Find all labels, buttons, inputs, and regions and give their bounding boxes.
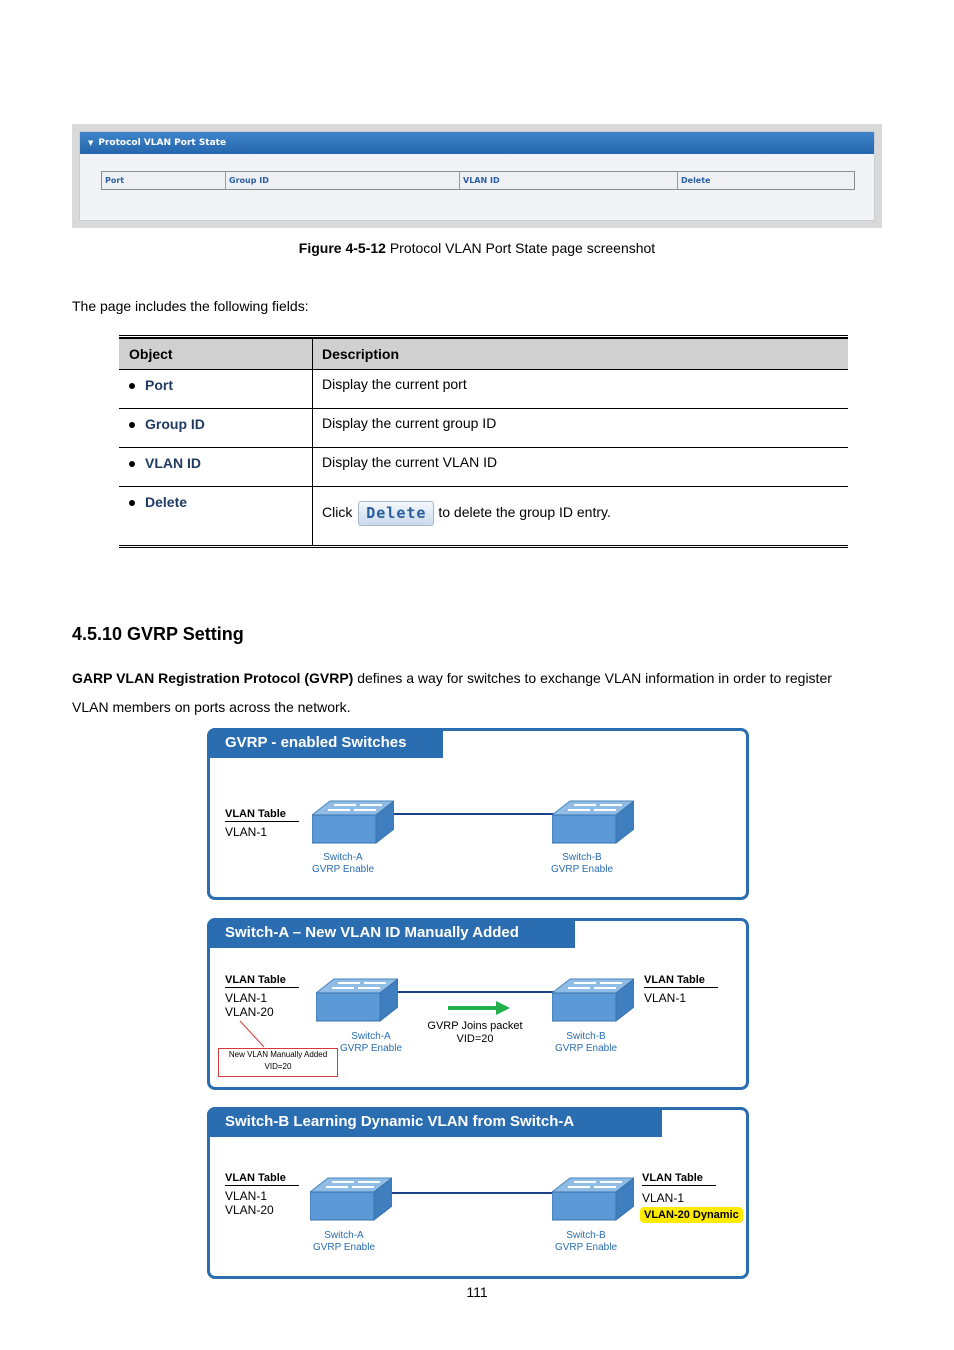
table-row [119, 487, 848, 545]
object-group-id: Group ID [145, 416, 205, 432]
vlan-entry: VLAN-1 [225, 825, 268, 839]
switch-a-label [299, 1230, 389, 1254]
switch-b-icon [552, 1176, 634, 1222]
column-vlan-id: VLAN ID [460, 172, 678, 189]
switch-a-label [326, 1031, 416, 1055]
vlan-entry: VLAN-1 [225, 1189, 268, 1203]
header-description: Description [322, 346, 400, 362]
switch-b-icon [552, 799, 634, 845]
bullet-icon [129, 461, 135, 467]
vlan-table-heading: VLAN Table [225, 808, 299, 822]
switch-a-label [298, 852, 388, 876]
figure-label: Figure 4-5-12 [298, 240, 386, 256]
page-number: 111 [466, 1284, 488, 1300]
protocol-vlan-port-state-screenshot [72, 124, 882, 228]
callout-pointer [238, 1019, 268, 1049]
bullet-icon [129, 500, 135, 506]
switch-link [390, 813, 560, 815]
switch-b-icon [552, 977, 634, 1023]
switch-a-icon [312, 799, 394, 845]
object-vlan-id: VLAN ID [145, 455, 201, 471]
vlan-table-heading: VLAN Table [642, 1172, 716, 1186]
section-heading: 4.5.10 GVRP Setting [72, 624, 244, 644]
panel-2-title: Switch-A – New VLAN ID Manually Added [207, 918, 575, 948]
port-state-table-header [101, 171, 855, 190]
switch-status: GVRP Enable [339, 1043, 403, 1054]
object-delete: Delete [145, 494, 188, 510]
vlan-entry: VLAN-20 [225, 1203, 274, 1217]
table-header-row [119, 338, 848, 370]
panel-1-title: GVRP - enabled Switches [207, 728, 443, 758]
join-arrow-icon [448, 1001, 512, 1015]
figure-caption-text: Protocol VLAN Port State page screenshot [385, 240, 656, 256]
switch-b-label [541, 1031, 631, 1055]
switch-name: Switch-A [351, 1031, 391, 1042]
table-bottom-rule [119, 545, 848, 548]
vlan-entry: VLAN-1 [642, 1191, 685, 1205]
packet-name: GVRP Joins packet [427, 1020, 523, 1032]
switch-name: Switch-A [323, 852, 363, 863]
vlan-entry: VLAN-1 [225, 991, 268, 1005]
fields-table [119, 335, 848, 548]
switch-link [388, 1192, 558, 1194]
bullet-icon [129, 383, 135, 389]
dynamic-vlan-badge: VLAN-20 Dynamic [640, 1207, 743, 1223]
column-delete: Delete [681, 176, 711, 185]
object-port: Port [145, 377, 173, 393]
figure-caption [0, 240, 954, 256]
switch-status: GVRP Enable [554, 1242, 618, 1253]
packet-vid: VID=20 [456, 1033, 494, 1045]
bullet-icon [129, 422, 135, 428]
diagram-panel-3 [207, 1107, 749, 1279]
description-group-id: Display the current group ID [322, 415, 497, 431]
description-click: Click [322, 504, 353, 521]
panel-title-bar[interactable] [80, 132, 874, 154]
diagram-panel-1 [207, 728, 749, 900]
switch-link [394, 991, 564, 993]
table-row [119, 448, 848, 487]
diagram-panel-2 [207, 918, 749, 1090]
gvrp-packet-label [415, 1020, 535, 1046]
intro-text: The page includes the following fields: [72, 298, 309, 314]
switch-b-label [537, 852, 627, 876]
delete-button[interactable]: Delete [358, 501, 434, 526]
table-row [119, 370, 848, 409]
panel-3-title: Switch-B Learning Dynamic VLAN from Switch-A [207, 1107, 662, 1137]
collapse-triangle-icon[interactable]: ▼ [88, 139, 94, 147]
section-paragraph-line1 [72, 670, 832, 686]
description-port: Display the current port [322, 376, 467, 392]
note-title: New VLAN Manually Added [228, 1050, 328, 1059]
table-row [119, 409, 848, 448]
description-vlan-id: Display the current VLAN ID [322, 454, 498, 470]
switch-name: Switch-B [566, 1031, 606, 1042]
manual-add-note [218, 1048, 338, 1077]
switch-name: Switch-B [562, 852, 602, 863]
switch-a-icon [316, 977, 398, 1023]
description-delete [313, 487, 848, 545]
screenshot-panel [79, 131, 875, 221]
vlan-entry: VLAN-1 [644, 991, 687, 1005]
object-cell [119, 487, 313, 545]
section-paragraph-line2: VLAN members on ports across the network. [72, 699, 351, 715]
header-object: Object [119, 339, 313, 369]
object-cell [119, 448, 313, 486]
vlan-table-heading: VLAN Table [225, 1172, 299, 1186]
object-cell [119, 370, 313, 408]
switch-b-label [541, 1230, 631, 1254]
vlan-table-heading: VLAN Table [225, 974, 299, 988]
switch-status: GVRP Enable [550, 864, 614, 875]
switch-a-icon [310, 1176, 392, 1222]
gvrp-term: GARP VLAN Registration Protocol (GVRP) [72, 670, 354, 686]
description-delete-rest: to delete the group ID entry. [438, 504, 611, 521]
switch-name: Switch-B [566, 1230, 606, 1241]
column-port: Port [102, 172, 226, 189]
switch-status: GVRP Enable [312, 1242, 376, 1253]
column-group-id: Group ID [226, 172, 460, 189]
panel-title: Protocol VLAN Port State [98, 138, 227, 148]
note-vid: VID=20 [264, 1062, 292, 1071]
object-cell [119, 409, 313, 447]
switch-status: GVRP Enable [554, 1043, 618, 1054]
switch-status: GVRP Enable [311, 864, 375, 875]
vlan-entry: VLAN-20 [225, 1005, 274, 1019]
switch-name: Switch-A [324, 1230, 364, 1241]
section-text: defines a way for switches to exchange VLAN information in order to register [353, 670, 832, 686]
vlan-table-heading: VLAN Table [644, 974, 718, 988]
